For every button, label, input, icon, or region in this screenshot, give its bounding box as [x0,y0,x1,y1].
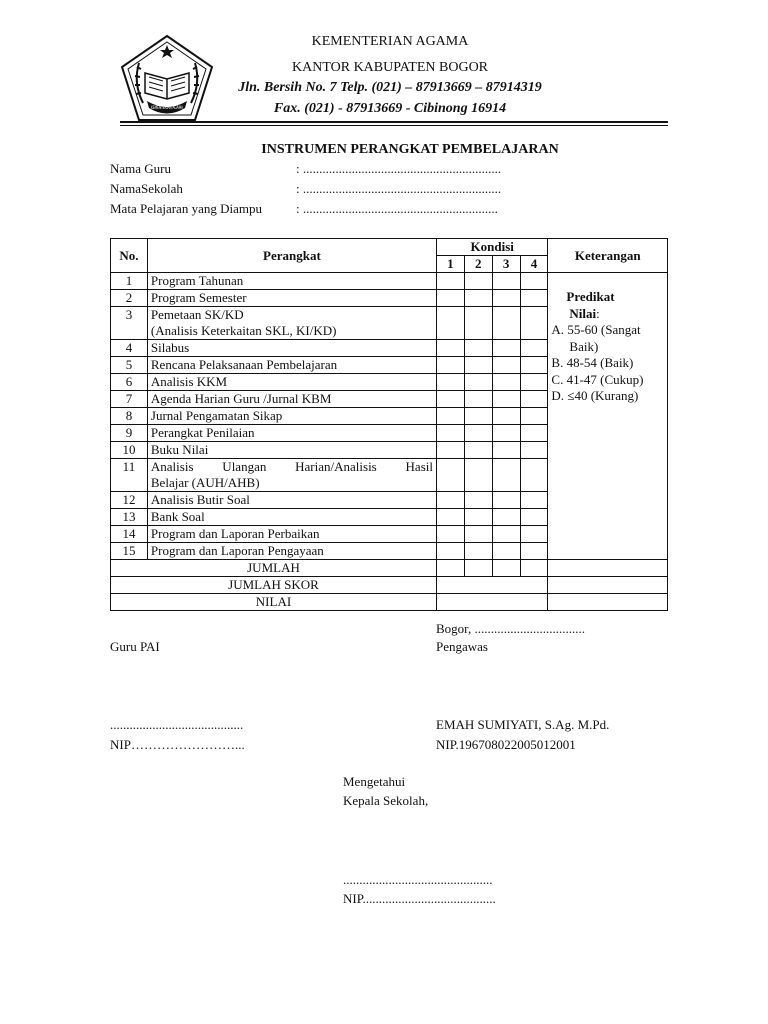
row-no: 3 [111,307,148,340]
check-cell[interactable] [492,543,520,560]
row-perangkat-line1: Pemetaan SK/KD [150,307,244,322]
row-no: 9 [111,425,148,442]
row-perangkat: Agenda Harian Guru /Jurnal KBM [147,391,436,408]
check-cell[interactable] [520,340,548,357]
nilai-label: NILAI [111,594,437,611]
document-title: INSTRUMEN PERANGKAT PEMBELAJARAN [261,142,559,157]
check-cell[interactable] [492,374,520,391]
header-address: Jln. Bersih No. 7 Telp. (021) – 87913669 – 87914319 [238,80,542,95]
check-cell[interactable] [436,290,464,307]
row-perangkat-line1: Analisis Ulangan Harian/Analisis Hasil [150,459,433,474]
check-cell[interactable] [436,374,464,391]
predikat-colon: : [596,305,600,321]
check-cell[interactable] [464,543,492,560]
check-cell[interactable] [492,526,520,543]
check-cell[interactable] [436,509,464,526]
row-perangkat-line2: Belajar (AUH/AHB) [150,475,260,490]
header-divider-thin [120,125,668,126]
row-no: 14 [111,526,148,543]
row-perangkat: Program dan Laporan Perbaikan [147,526,436,543]
check-cell[interactable] [520,459,548,492]
check-cell[interactable] [436,340,464,357]
check-cell[interactable] [464,391,492,408]
check-cell[interactable] [464,425,492,442]
info-label: Nama Guru [110,161,172,176]
predikat-letter: A. [551,322,565,337]
check-cell[interactable] [520,273,548,290]
jumlah-skor-label: JUMLAH SKOR [111,577,437,594]
check-cell[interactable] [436,408,464,425]
info-mapel [110,201,262,217]
kondisi-3: 3 [492,256,520,273]
row-no: 4 [111,340,148,357]
kepala-sekolah-label: Kepala Sekolah, [343,793,429,808]
check-cell[interactable] [520,290,548,307]
nilai-keterangan[interactable] [548,594,668,611]
predikat-title: Predikat [566,289,615,304]
check-cell[interactable] [436,273,464,290]
check-cell[interactable] [436,459,464,492]
predikat-d [551,388,664,405]
check-cell[interactable] [492,408,520,425]
check-cell[interactable] [436,526,464,543]
row-perangkat: Perangkat Penilaian [147,425,436,442]
row-no: 10 [111,442,148,459]
check-cell[interactable] [464,307,492,340]
check-cell[interactable] [492,509,520,526]
info-label: Mata Pelajaran yang Diampu [110,201,262,216]
predikat-b [551,355,664,372]
col-header-no: No. [111,239,148,273]
row-no: 12 [111,492,148,509]
info-nama-guru-value: : ............................................................. [296,161,502,176]
predikat-text: 41-47 (Cukup) [566,371,644,387]
guru-nip: NIP……………………... [110,737,245,752]
row-perangkat: Analisis KKM [147,374,436,391]
predikat-letter: C. [551,371,564,387]
predikat-label: Nilai [569,305,597,321]
row-no: 13 [111,509,148,526]
predikat-a-cont: Baik) [569,338,599,354]
predikat-c [551,372,664,389]
check-cell[interactable] [464,459,492,492]
col-header-kondisi: Kondisi [436,239,547,256]
check-cell[interactable] [520,307,548,340]
info-nama-sekolah-value: : ............................................................. [296,181,502,196]
table-row [111,273,668,290]
predikat-block [551,275,664,405]
pengawas-label: Pengawas [436,639,488,654]
check-cell[interactable] [520,492,548,509]
check-cell[interactable] [492,425,520,442]
check-cell[interactable] [464,492,492,509]
info-nama-guru [110,161,171,177]
check-cell[interactable] [436,357,464,374]
header-divider [120,121,668,123]
check-cell[interactable] [492,492,520,509]
kepala-name-line: .............................................. [343,872,493,887]
check-cell[interactable] [492,340,520,357]
row-no: 1 [111,273,148,290]
check-cell[interactable] [520,391,548,408]
row-perangkat [147,307,436,340]
jumlah-skor-row [111,577,668,594]
info-label: NamaSekolah [110,181,183,196]
guru-name-line: ......................................... [110,717,244,732]
check-cell[interactable] [492,290,520,307]
mengetahui-label: Mengetahui [343,774,406,789]
row-perangkat [147,459,436,492]
jumlah-keterangan[interactable] [548,560,668,577]
check-cell[interactable] [464,509,492,526]
header-office: KANTOR KABUPATEN BOGOR [291,60,489,75]
check-cell[interactable] [520,526,548,543]
kondisi-4: 4 [520,256,548,273]
predikat-letter: D. [551,388,565,403]
check-cell[interactable] [520,509,548,526]
check-cell[interactable] [464,408,492,425]
predikat-label-line [551,306,664,323]
header-fax: Fax. (021) - 87913669 - Cibinong 16914 [273,101,507,116]
row-no: 6 [111,374,148,391]
place-date: Bogor, .................................. [436,621,585,636]
check-cell[interactable] [436,442,464,459]
row-perangkat: Buku Nilai [147,442,436,459]
predikat-letter: B. [551,355,564,370]
logo-text: KEMENTERIAN AGAMA [151,105,184,110]
pengawas-nip: NIP.196708022005012001 [436,737,576,752]
check-cell[interactable] [464,374,492,391]
kondisi-1: 1 [436,256,464,273]
check-cell[interactable] [436,543,464,560]
jumlah-row [111,560,668,577]
check-cell[interactable] [464,340,492,357]
col-header-keterangan: Keterangan [548,239,668,273]
check-cell[interactable] [436,492,464,509]
check-cell[interactable] [492,357,520,374]
row-perangkat: Bank Soal [147,509,436,526]
nilai-value[interactable] [436,594,547,611]
row-no: 7 [111,391,148,408]
check-cell[interactable] [436,425,464,442]
row-perangkat: Jurnal Pengamatan Sikap [147,408,436,425]
kondisi-2: 2 [464,256,492,273]
check-cell[interactable] [520,425,548,442]
check-cell[interactable] [520,442,548,459]
jumlah-cell[interactable] [464,560,492,577]
keterangan-cell [548,273,668,560]
check-cell[interactable] [520,357,548,374]
jumlah-skor-value[interactable] [436,577,547,594]
row-no: 15 [111,543,148,560]
predikat-text: ≤40 (Kurang) [567,388,639,403]
check-cell[interactable] [492,442,520,459]
check-cell[interactable] [464,273,492,290]
jumlah-cell[interactable] [436,560,464,577]
row-perangkat: Program Tahunan [147,273,436,290]
check-cell[interactable] [436,391,464,408]
header-ministry: KEMENTERIAN AGAMA [311,34,469,49]
jumlah-cell[interactable] [520,560,548,577]
col-header-perangkat: Perangkat [147,239,436,273]
row-no: 8 [111,408,148,425]
instrument-table [110,238,668,611]
check-cell[interactable] [464,526,492,543]
info-mapel-value: : ............................................................ [296,201,498,216]
predikat-text: 55-60 (Sangat [567,322,641,337]
check-cell[interactable] [464,357,492,374]
check-cell[interactable] [492,459,520,492]
check-cell[interactable] [492,273,520,290]
check-cell[interactable] [464,290,492,307]
row-perangkat: Rencana Pelaksanaan Pembelajaran [147,357,436,374]
row-perangkat: Silabus [147,340,436,357]
check-cell[interactable] [492,307,520,340]
row-perangkat: Analisis Butir Soal [147,492,436,509]
row-no: 2 [111,290,148,307]
nilai-row [111,594,668,611]
row-perangkat: Program dan Laporan Pengayaan [147,543,436,560]
kepala-nip: NIP......................................... [343,891,496,906]
predikat-a [551,322,664,339]
row-no: 11 [111,459,148,492]
check-cell[interactable] [436,307,464,340]
check-cell[interactable] [464,442,492,459]
jumlah-cell[interactable] [492,560,520,577]
jumlah-skor-keterangan[interactable] [548,577,668,594]
check-cell[interactable] [520,543,548,560]
predikat-text: 48-54 (Baik) [566,355,634,370]
row-perangkat-line2: (Analisis Keterkaitan SKL, KI/KD) [150,323,337,338]
jumlah-label: JUMLAH [111,560,437,577]
row-perangkat: Program Semester [147,290,436,307]
pengawas-name: EMAH SUMIYATI, S.Ag. M.Pd. [436,717,610,732]
check-cell[interactable] [492,391,520,408]
row-no: 5 [111,357,148,374]
guru-label: Guru PAI [110,639,160,654]
info-nama-sekolah [110,181,183,197]
check-cell[interactable] [520,374,548,391]
check-cell[interactable] [520,408,548,425]
